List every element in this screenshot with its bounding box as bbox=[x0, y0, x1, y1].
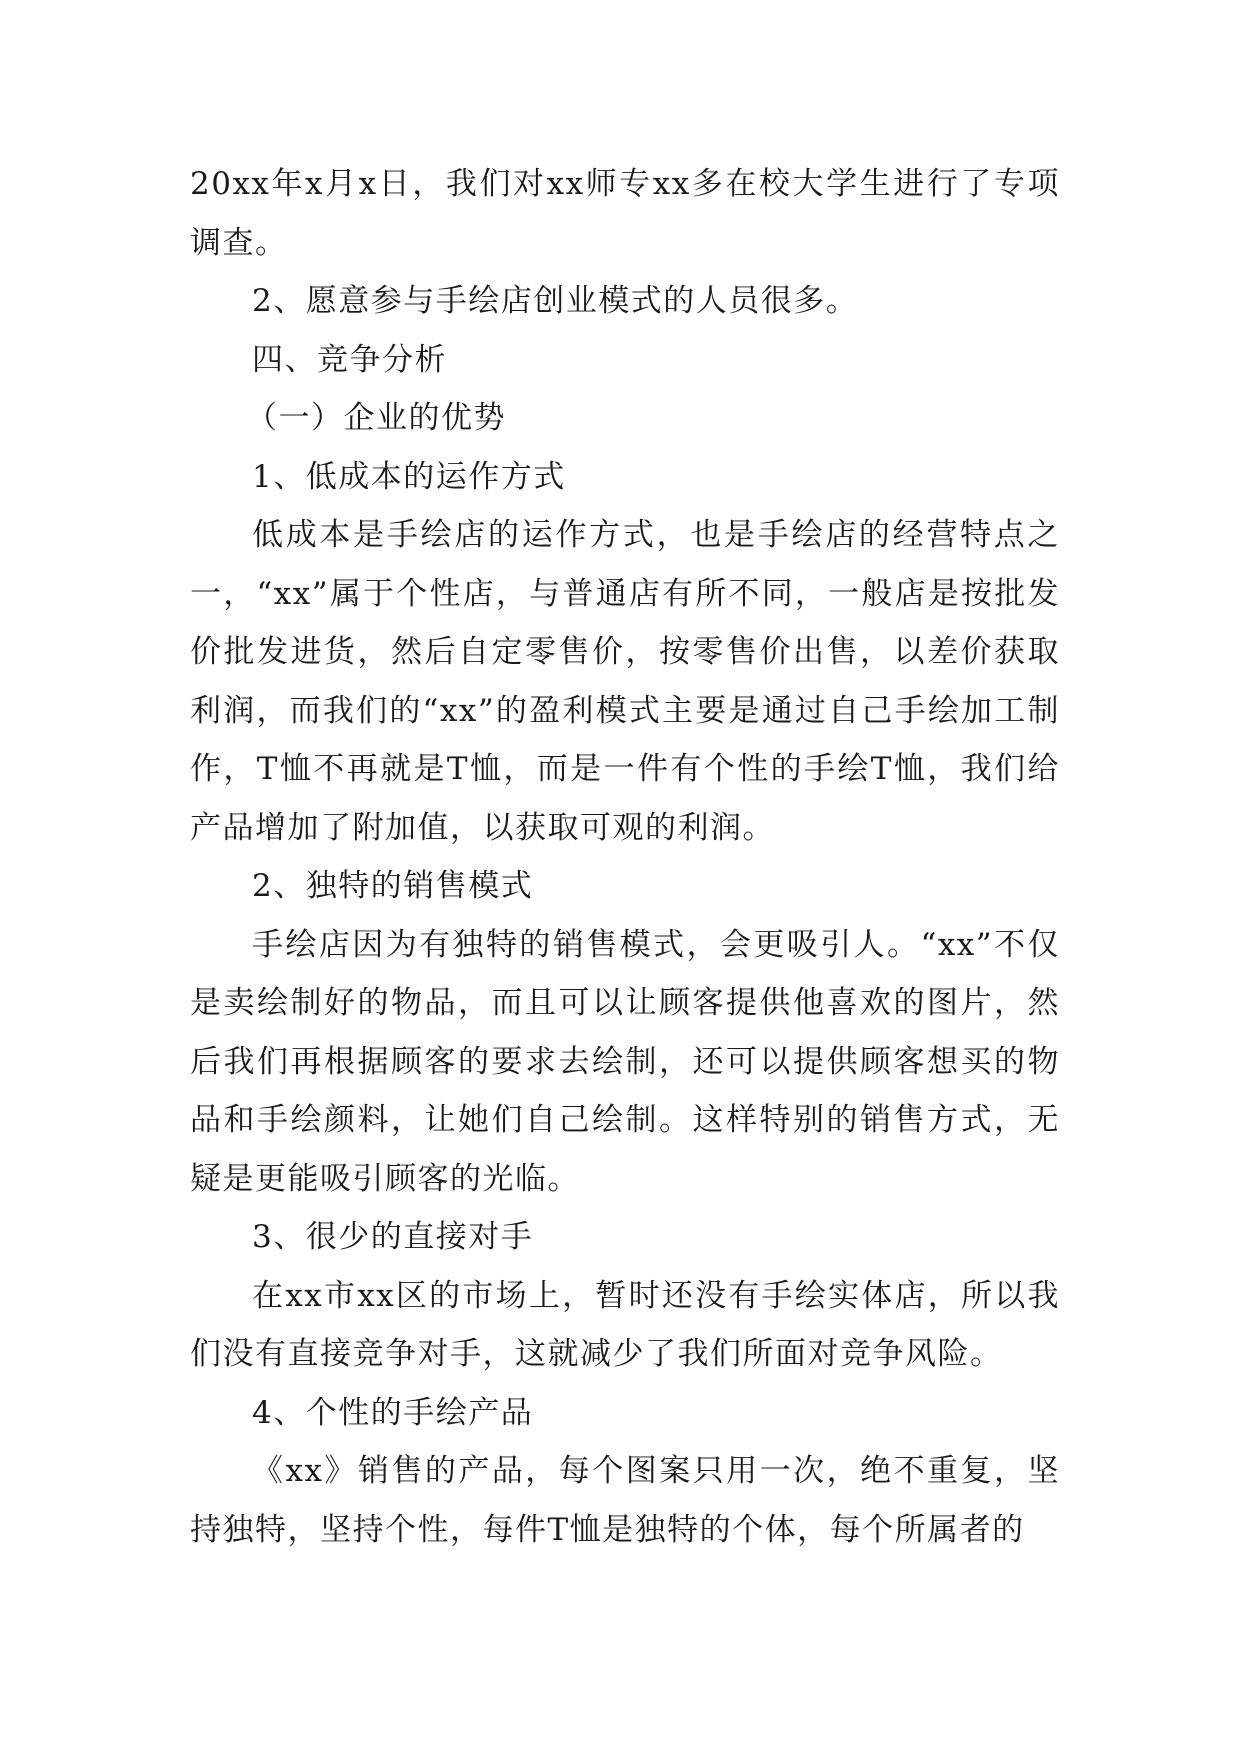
paragraph-unique-sales: 手绘店因为有独特的销售模式，会更吸引人。“xx”不仅是卖绘制好的物品，而且可以让顾客提供他喜欢的图片，然后我们再根据顾客的要求去绘制，还可以提供顾客想买的物品和手绘颜料，让她们自己绘制。这样特别的销售方式，无疑是更能吸引顾客的光临。 bbox=[190, 926, 1060, 1197]
paragraph-low-cost: 低成本是手绘店的运作方式，也是手绘店的经营特点之一，“xx”属于个性店，与普通店有所不同，一般店是按批发价批发进货，然后自定零售价，按零售价出售，以差价获取利润，而我们的“xx”的盈利模式主要是通过自己手绘加工制作，T恤不再就是T恤，而是一件有个性的手绘T恤，我们给产品增加了附加值，以获取可观的利润。 bbox=[190, 517, 1060, 846]
subsection-heading-advantages: （一）企业的优势 bbox=[246, 400, 506, 436]
document-body bbox=[190, 155, 1060, 1559]
heading-low-cost: 1、低成本的运作方式 bbox=[252, 458, 566, 495]
heading-few-competitors: 3、很少的直接对手 bbox=[252, 1219, 534, 1255]
section-heading-competition-analysis: 四、竞争分析 bbox=[252, 341, 447, 378]
heading-personalized-products: 4、个性的手绘产品 bbox=[252, 1394, 534, 1431]
heading-willing-participants: 2、愿意参与手绘店创业模式的人员很多。 bbox=[252, 283, 859, 319]
paragraph-few-competitors: 在xx市xx区的市场上，暂时还没有手绘实体店，所以我们没有直接竞争对手，这就减少了我们所面对竞争风险。 bbox=[190, 1277, 1060, 1372]
heading-unique-sales: 2、独特的销售模式 bbox=[252, 868, 534, 904]
paragraph-survey-continued: 20xx年x月x日，我们对xx师专xx多在校大学生进行了专项调查。 bbox=[190, 166, 1060, 261]
paragraph-personalized-products: 《xx》销售的产品，每个图案只用一次，绝不重复，坚持独特，坚持个性，每件T恤是独特的个体，每个所属者的 bbox=[190, 1453, 1060, 1548]
